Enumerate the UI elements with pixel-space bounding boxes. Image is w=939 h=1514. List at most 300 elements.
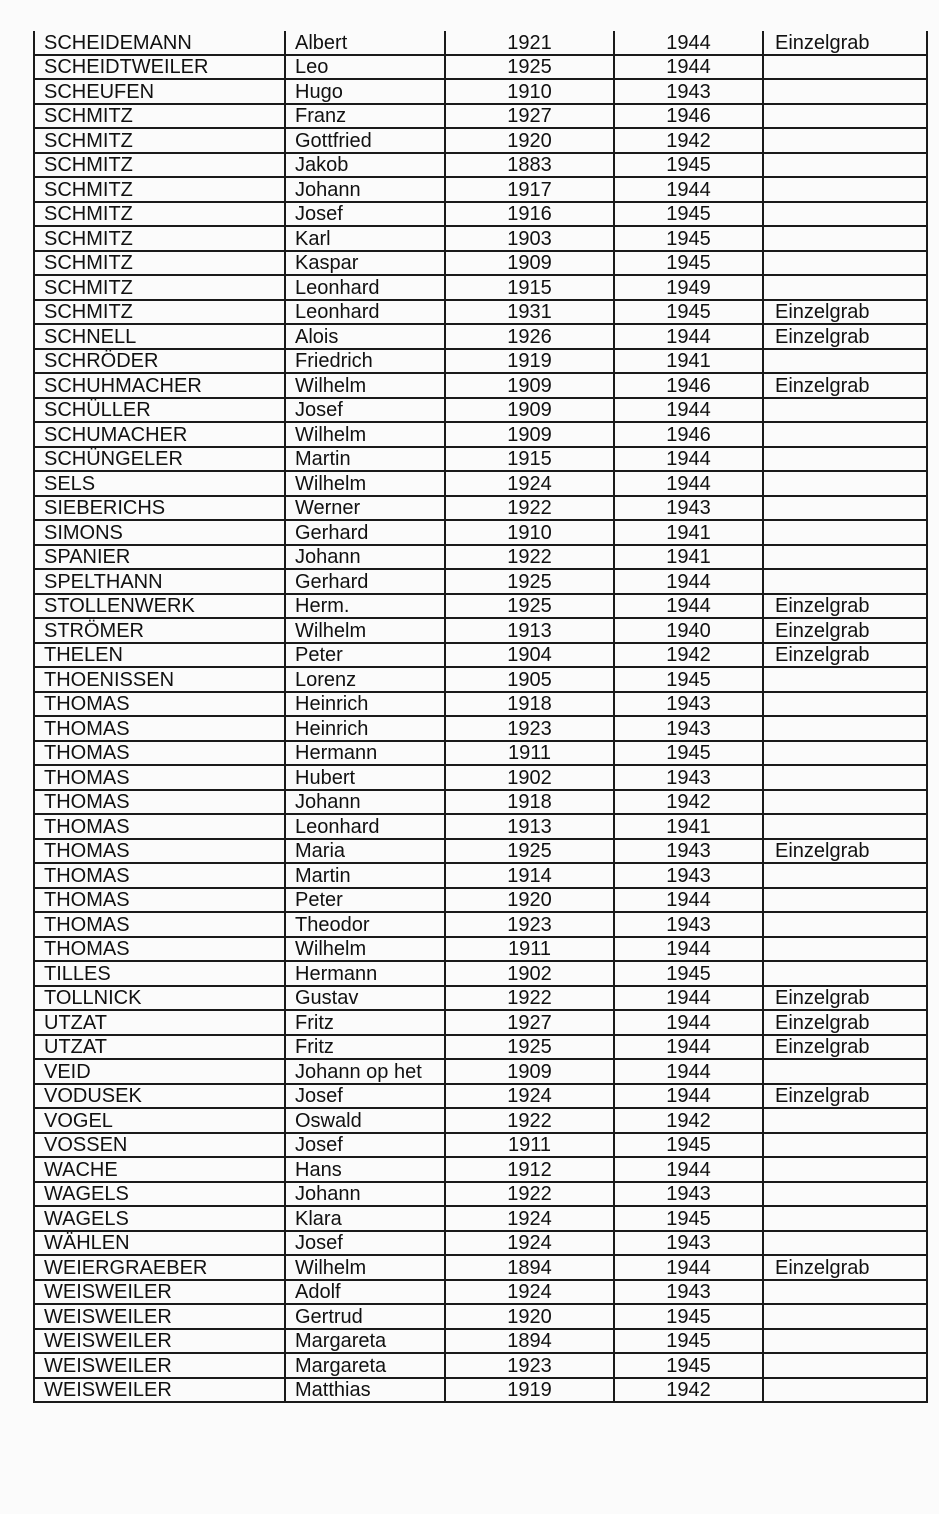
- table-row: [34, 31, 927, 55]
- first-name-cell: Gerhard: [285, 569, 445, 594]
- first-name-cell: Leo: [285, 55, 445, 80]
- grave-note-cell: [763, 447, 927, 472]
- birth-year-cell: 1925: [445, 594, 614, 619]
- first-name-cell: Heinrich: [285, 716, 445, 741]
- grave-note-cell: [763, 716, 927, 741]
- grave-note-cell: [763, 1133, 927, 1158]
- surname-cell: THOMAS: [34, 692, 285, 717]
- surname-cell: SCHMITZ: [34, 226, 285, 251]
- table-row: [34, 1084, 927, 1109]
- surname-cell: STRÖMER: [34, 618, 285, 643]
- birth-year-cell: 1919: [445, 1378, 614, 1403]
- surname-cell: WACHE: [34, 1157, 285, 1182]
- surname-cell: SCHEIDTWEILER: [34, 55, 285, 80]
- surname-cell: SCHMITZ: [34, 177, 285, 202]
- table-row: [34, 422, 927, 447]
- grave-note-cell: [763, 422, 927, 447]
- death-year-cell: 1944: [614, 1255, 763, 1280]
- birth-year-cell: 1920: [445, 128, 614, 153]
- birth-year-cell: 1910: [445, 520, 614, 545]
- surname-cell: THOMAS: [34, 790, 285, 815]
- surname-cell: THOMAS: [34, 937, 285, 962]
- birth-year-cell: 1913: [445, 618, 614, 643]
- surname-cell: UTZAT: [34, 1010, 285, 1035]
- death-year-cell: 1943: [614, 765, 763, 790]
- grave-note-cell: [763, 912, 927, 937]
- table-row: [34, 1353, 927, 1378]
- death-year-cell: 1940: [614, 618, 763, 643]
- grave-note-cell: [763, 349, 927, 374]
- death-year-cell: 1943: [614, 1182, 763, 1207]
- death-year-cell: 1942: [614, 128, 763, 153]
- birth-year-cell: 1883: [445, 153, 614, 178]
- table-row: [34, 128, 927, 153]
- death-year-cell: 1944: [614, 888, 763, 913]
- first-name-cell: Oswald: [285, 1108, 445, 1133]
- grave-note-cell: [763, 1280, 927, 1305]
- first-name-cell: Josef: [285, 202, 445, 227]
- death-year-cell: 1945: [614, 1329, 763, 1354]
- first-name-cell: Wilhelm: [285, 618, 445, 643]
- surname-cell: SCHÜLLER: [34, 398, 285, 423]
- first-name-cell: Gertrud: [285, 1304, 445, 1329]
- birth-year-cell: 1911: [445, 741, 614, 766]
- surname-cell: SCHMITZ: [34, 153, 285, 178]
- table-row: [34, 275, 927, 300]
- first-name-cell: Peter: [285, 643, 445, 668]
- surname-cell: SCHMITZ: [34, 251, 285, 276]
- birth-year-cell: 1909: [445, 398, 614, 423]
- death-year-cell: 1944: [614, 1035, 763, 1060]
- grave-note-cell: Einzelgrab: [763, 839, 927, 864]
- birth-year-cell: 1925: [445, 1035, 614, 1060]
- death-year-cell: 1944: [614, 447, 763, 472]
- birth-year-cell: 1909: [445, 1059, 614, 1084]
- grave-note-cell: [763, 496, 927, 521]
- surname-cell: VOSSEN: [34, 1133, 285, 1158]
- grave-note-cell: [763, 1206, 927, 1231]
- first-name-cell: Leonhard: [285, 275, 445, 300]
- first-name-cell: Fritz: [285, 1010, 445, 1035]
- birth-year-cell: 1894: [445, 1329, 614, 1354]
- grave-note-cell: [763, 226, 927, 251]
- surname-cell: WEISWEILER: [34, 1378, 285, 1403]
- grave-note-cell: [763, 1329, 927, 1354]
- surname-cell: THELEN: [34, 643, 285, 668]
- table-row: [34, 1182, 927, 1207]
- death-year-cell: 1944: [614, 1157, 763, 1182]
- first-name-cell: Hans: [285, 1157, 445, 1182]
- table-row: [34, 863, 927, 888]
- surname-cell: VODUSEK: [34, 1084, 285, 1109]
- death-year-cell: 1944: [614, 937, 763, 962]
- table-row: [34, 765, 927, 790]
- table-row: [34, 153, 927, 178]
- death-year-cell: 1944: [614, 1010, 763, 1035]
- birth-year-cell: 1922: [445, 545, 614, 570]
- death-year-cell: 1945: [614, 1206, 763, 1231]
- birth-year-cell: 1922: [445, 1108, 614, 1133]
- surname-cell: THOMAS: [34, 814, 285, 839]
- death-year-cell: 1944: [614, 398, 763, 423]
- birth-year-cell: 1918: [445, 790, 614, 815]
- surname-cell: TILLES: [34, 961, 285, 986]
- birth-year-cell: 1902: [445, 765, 614, 790]
- death-year-cell: 1945: [614, 1353, 763, 1378]
- surname-cell: SPELTHANN: [34, 569, 285, 594]
- surname-cell: SCHEUFEN: [34, 79, 285, 104]
- first-name-cell: Leonhard: [285, 814, 445, 839]
- surname-cell: STOLLENWERK: [34, 594, 285, 619]
- table-row: [34, 912, 927, 937]
- death-year-cell: 1943: [614, 692, 763, 717]
- surname-cell: VOGEL: [34, 1108, 285, 1133]
- table-row: [34, 349, 927, 374]
- table-row: [34, 1329, 927, 1354]
- birth-year-cell: 1924: [445, 1280, 614, 1305]
- first-name-cell: Wilhelm: [285, 373, 445, 398]
- first-name-cell: Wilhelm: [285, 937, 445, 962]
- surname-cell: SIMONS: [34, 520, 285, 545]
- death-year-cell: 1941: [614, 545, 763, 570]
- grave-note-cell: Einzelgrab: [763, 594, 927, 619]
- grave-note-cell: Einzelgrab: [763, 1035, 927, 1060]
- table-row: [34, 1010, 927, 1035]
- surname-cell: SELS: [34, 471, 285, 496]
- birth-year-cell: 1904: [445, 643, 614, 668]
- birth-year-cell: 1902: [445, 961, 614, 986]
- first-name-cell: Johann: [285, 177, 445, 202]
- surname-cell: SCHMITZ: [34, 202, 285, 227]
- first-name-cell: Hermann: [285, 961, 445, 986]
- first-name-cell: Leonhard: [285, 300, 445, 325]
- first-name-cell: Martin: [285, 447, 445, 472]
- grave-note-cell: [763, 888, 927, 913]
- death-year-cell: 1941: [614, 520, 763, 545]
- birth-year-cell: 1924: [445, 1084, 614, 1109]
- table-row: [34, 1059, 927, 1084]
- table-row: [34, 1378, 927, 1403]
- birth-year-cell: 1918: [445, 692, 614, 717]
- birth-year-cell: 1923: [445, 1353, 614, 1378]
- grave-note-cell: Einzelgrab: [763, 643, 927, 668]
- grave-note-cell: [763, 1157, 927, 1182]
- grave-note-cell: [763, 251, 927, 276]
- surname-cell: THOMAS: [34, 741, 285, 766]
- first-name-cell: Friedrich: [285, 349, 445, 374]
- first-name-cell: Franz: [285, 104, 445, 129]
- grave-note-cell: [763, 667, 927, 692]
- birth-year-cell: 1923: [445, 716, 614, 741]
- grave-note-cell: [763, 177, 927, 202]
- table-row: [34, 643, 927, 668]
- death-year-cell: 1945: [614, 1133, 763, 1158]
- death-year-cell: 1945: [614, 1304, 763, 1329]
- first-name-cell: Herm.: [285, 594, 445, 619]
- death-year-cell: 1942: [614, 790, 763, 815]
- table-row: [34, 545, 927, 570]
- grave-note-cell: [763, 1378, 927, 1403]
- table-row: [34, 1035, 927, 1060]
- grave-note-cell: [763, 790, 927, 815]
- death-year-cell: 1943: [614, 863, 763, 888]
- death-year-cell: 1946: [614, 373, 763, 398]
- table-row: [34, 373, 927, 398]
- first-name-cell: Lorenz: [285, 667, 445, 692]
- death-year-cell: 1945: [614, 741, 763, 766]
- table-row: [34, 814, 927, 839]
- death-year-cell: 1943: [614, 839, 763, 864]
- table-row: [34, 226, 927, 251]
- first-name-cell: Josef: [285, 398, 445, 423]
- birth-year-cell: 1924: [445, 1231, 614, 1256]
- birth-year-cell: 1894: [445, 1255, 614, 1280]
- surname-cell: SIEBERICHS: [34, 496, 285, 521]
- table-row: [34, 1255, 927, 1280]
- birth-year-cell: 1917: [445, 177, 614, 202]
- death-year-cell: 1943: [614, 496, 763, 521]
- grave-note-cell: Einzelgrab: [763, 618, 927, 643]
- grave-note-cell: [763, 961, 927, 986]
- surname-cell: WEIERGRAEBER: [34, 1255, 285, 1280]
- grave-note-cell: [763, 79, 927, 104]
- first-name-cell: Johann: [285, 545, 445, 570]
- surname-cell: THOMAS: [34, 716, 285, 741]
- grave-note-cell: [763, 471, 927, 496]
- table-row: [34, 300, 927, 325]
- first-name-cell: Hugo: [285, 79, 445, 104]
- first-name-cell: Margareta: [285, 1329, 445, 1354]
- table-row: [34, 839, 927, 864]
- first-name-cell: Heinrich: [285, 692, 445, 717]
- surname-cell: THOMAS: [34, 863, 285, 888]
- first-name-cell: Gerhard: [285, 520, 445, 545]
- table-row: [34, 104, 927, 129]
- first-name-cell: Werner: [285, 496, 445, 521]
- birth-year-cell: 1921: [445, 31, 614, 55]
- surname-cell: TOLLNICK: [34, 986, 285, 1011]
- grave-note-cell: Einzelgrab: [763, 300, 927, 325]
- birth-year-cell: 1925: [445, 55, 614, 80]
- table-row: [34, 520, 927, 545]
- death-year-cell: 1943: [614, 1280, 763, 1305]
- table-row: [34, 790, 927, 815]
- table-row: [34, 888, 927, 913]
- death-year-cell: 1946: [614, 422, 763, 447]
- table-row: [34, 618, 927, 643]
- table-row: [34, 202, 927, 227]
- first-name-cell: Hubert: [285, 765, 445, 790]
- grave-note-cell: [763, 104, 927, 129]
- first-name-cell: Fritz: [285, 1035, 445, 1060]
- birth-year-cell: 1911: [445, 1133, 614, 1158]
- table-row: [34, 1280, 927, 1305]
- first-name-cell: Karl: [285, 226, 445, 251]
- table-row: [34, 667, 927, 692]
- grave-note-cell: [763, 1231, 927, 1256]
- surname-cell: WEISWEILER: [34, 1353, 285, 1378]
- grave-note-cell: [763, 1059, 927, 1084]
- grave-note-cell: [763, 55, 927, 80]
- grave-note-cell: Einzelgrab: [763, 1255, 927, 1280]
- first-name-cell: Albert: [285, 31, 445, 55]
- death-year-cell: 1944: [614, 1084, 763, 1109]
- table-row: [34, 741, 927, 766]
- grave-note-cell: [763, 1353, 927, 1378]
- birth-year-cell: 1909: [445, 251, 614, 276]
- grave-note-cell: [763, 692, 927, 717]
- surname-cell: WAGELS: [34, 1206, 285, 1231]
- grave-note-cell: [763, 202, 927, 227]
- grave-note-cell: [763, 1304, 927, 1329]
- table-row: [34, 55, 927, 80]
- birth-year-cell: 1912: [445, 1157, 614, 1182]
- first-name-cell: Klara: [285, 1206, 445, 1231]
- surname-cell: SCHNELL: [34, 324, 285, 349]
- surname-cell: WEISWEILER: [34, 1304, 285, 1329]
- table-row: [34, 716, 927, 741]
- first-name-cell: Johann: [285, 1182, 445, 1207]
- grave-note-cell: Einzelgrab: [763, 31, 927, 55]
- surname-cell: SCHMITZ: [34, 300, 285, 325]
- table-row: [34, 471, 927, 496]
- birth-year-cell: 1910: [445, 79, 614, 104]
- table-row: [34, 1231, 927, 1256]
- death-year-cell: 1945: [614, 961, 763, 986]
- death-year-cell: 1944: [614, 55, 763, 80]
- grave-note-cell: [763, 863, 927, 888]
- first-name-cell: Kaspar: [285, 251, 445, 276]
- table-row: [34, 447, 927, 472]
- first-name-cell: Peter: [285, 888, 445, 913]
- grave-note-cell: [763, 814, 927, 839]
- table-row: [34, 569, 927, 594]
- birth-year-cell: 1927: [445, 104, 614, 129]
- death-year-cell: 1945: [614, 202, 763, 227]
- surname-cell: SCHUMACHER: [34, 422, 285, 447]
- grave-note-cell: [763, 545, 927, 570]
- grave-note-cell: [763, 153, 927, 178]
- first-name-cell: Josef: [285, 1084, 445, 1109]
- surname-cell: UTZAT: [34, 1035, 285, 1060]
- birth-year-cell: 1926: [445, 324, 614, 349]
- table-row: [34, 986, 927, 1011]
- grave-note-cell: [763, 741, 927, 766]
- death-year-cell: 1944: [614, 324, 763, 349]
- birth-year-cell: 1914: [445, 863, 614, 888]
- first-name-cell: Johann op het: [285, 1059, 445, 1084]
- birth-year-cell: 1920: [445, 1304, 614, 1329]
- table-row: [34, 324, 927, 349]
- surname-cell: SCHMITZ: [34, 275, 285, 300]
- surname-cell: VEID: [34, 1059, 285, 1084]
- first-name-cell: Wilhelm: [285, 1255, 445, 1280]
- birth-year-cell: 1925: [445, 839, 614, 864]
- surname-cell: THOMAS: [34, 839, 285, 864]
- birth-year-cell: 1924: [445, 471, 614, 496]
- birth-year-cell: 1909: [445, 373, 614, 398]
- table-row: [34, 692, 927, 717]
- birth-year-cell: 1915: [445, 275, 614, 300]
- table-row: [34, 1206, 927, 1231]
- death-year-cell: 1944: [614, 31, 763, 55]
- grave-note-cell: Einzelgrab: [763, 986, 927, 1011]
- birth-year-cell: 1922: [445, 1182, 614, 1207]
- grave-note-cell: Einzelgrab: [763, 373, 927, 398]
- first-name-cell: Gottfried: [285, 128, 445, 153]
- casualty-register-table: [33, 31, 928, 1403]
- first-name-cell: Gustav: [285, 986, 445, 1011]
- surname-cell: THOMAS: [34, 765, 285, 790]
- birth-year-cell: 1931: [445, 300, 614, 325]
- grave-note-cell: [763, 275, 927, 300]
- death-year-cell: 1942: [614, 643, 763, 668]
- birth-year-cell: 1922: [445, 496, 614, 521]
- birth-year-cell: 1909: [445, 422, 614, 447]
- grave-note-cell: [763, 520, 927, 545]
- grave-note-cell: [763, 398, 927, 423]
- birth-year-cell: 1916: [445, 202, 614, 227]
- grave-note-cell: Einzelgrab: [763, 1084, 927, 1109]
- first-name-cell: Wilhelm: [285, 471, 445, 496]
- death-year-cell: 1942: [614, 1108, 763, 1133]
- death-year-cell: 1944: [614, 471, 763, 496]
- surname-cell: WÄHLEN: [34, 1231, 285, 1256]
- birth-year-cell: 1905: [445, 667, 614, 692]
- birth-year-cell: 1924: [445, 1206, 614, 1231]
- table-row: [34, 251, 927, 276]
- table-row: [34, 177, 927, 202]
- table-row: [34, 398, 927, 423]
- death-year-cell: 1944: [614, 594, 763, 619]
- grave-note-cell: Einzelgrab: [763, 1010, 927, 1035]
- grave-note-cell: [763, 569, 927, 594]
- death-year-cell: 1943: [614, 716, 763, 741]
- surname-cell: SCHMITZ: [34, 104, 285, 129]
- first-name-cell: Josef: [285, 1133, 445, 1158]
- table-row: [34, 1157, 927, 1182]
- death-year-cell: 1941: [614, 814, 763, 839]
- grave-note-cell: [763, 937, 927, 962]
- death-year-cell: 1943: [614, 79, 763, 104]
- grave-note-cell: [763, 128, 927, 153]
- death-year-cell: 1945: [614, 300, 763, 325]
- birth-year-cell: 1925: [445, 569, 614, 594]
- birth-year-cell: 1920: [445, 888, 614, 913]
- birth-year-cell: 1922: [445, 986, 614, 1011]
- birth-year-cell: 1913: [445, 814, 614, 839]
- death-year-cell: 1943: [614, 912, 763, 937]
- surname-cell: SPANIER: [34, 545, 285, 570]
- death-year-cell: 1944: [614, 569, 763, 594]
- first-name-cell: Hermann: [285, 741, 445, 766]
- grave-note-cell: [763, 1182, 927, 1207]
- surname-cell: THOENISSEN: [34, 667, 285, 692]
- table-row: [34, 961, 927, 986]
- surname-cell: THOMAS: [34, 888, 285, 913]
- first-name-cell: Josef: [285, 1231, 445, 1256]
- death-year-cell: 1941: [614, 349, 763, 374]
- first-name-cell: Maria: [285, 839, 445, 864]
- death-year-cell: 1945: [614, 667, 763, 692]
- first-name-cell: Theodor: [285, 912, 445, 937]
- birth-year-cell: 1903: [445, 226, 614, 251]
- table-row: [34, 1108, 927, 1133]
- death-year-cell: 1945: [614, 153, 763, 178]
- surname-cell: WAGELS: [34, 1182, 285, 1207]
- surname-cell: SCHUHMACHER: [34, 373, 285, 398]
- table-row: [34, 1133, 927, 1158]
